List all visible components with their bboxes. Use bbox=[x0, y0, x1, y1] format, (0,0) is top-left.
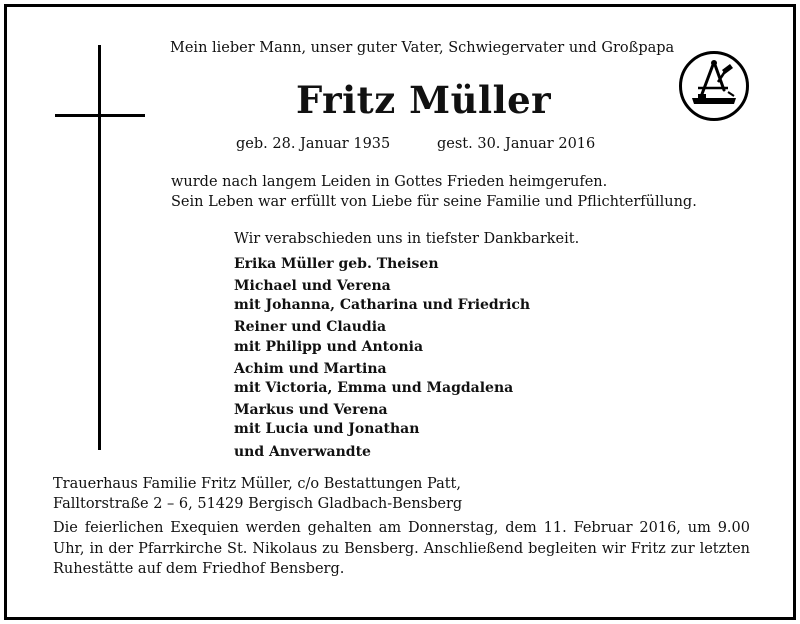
deceased-name: Fritz Müller bbox=[296, 78, 552, 122]
text-line: Sein Leben war erfüllt von Liebe für seine Familie und Pflichterfüllung. bbox=[171, 194, 697, 210]
mourner-line: Markus und Verena bbox=[234, 402, 388, 418]
cross-icon-vertical bbox=[98, 45, 101, 450]
mourner-line: Reiner und Claudia bbox=[234, 319, 387, 335]
mourner-line: Michael und Verena bbox=[234, 278, 391, 294]
intro-text: Mein lieber Mann, unser guter Vater, Schwiegervater und Großpapa bbox=[170, 40, 675, 56]
birth-date: geb. 28. Januar 1935 bbox=[236, 136, 391, 152]
death-date: gest. 30. Januar 2016 bbox=[437, 136, 596, 152]
cross-icon-horizontal bbox=[55, 114, 145, 117]
mourner-line: mit Philipp und Antonia bbox=[234, 339, 424, 355]
craftsman-tools-emblem-icon bbox=[678, 50, 750, 122]
farewell-text: Wir verabschieden uns in tiefster Dankbarkeit. bbox=[234, 231, 580, 247]
mourner-line: mit Johanna, Catharina und Friedrich bbox=[234, 297, 531, 313]
mourner-line: mit Victoria, Emma und Magdalena bbox=[234, 380, 514, 396]
ceremony-text: Die feierlichen Exequien werden gehalten am Donnerstag, dem 11. Februar 2016, um 9.00 Uhr, in der Pfarrkirche St. Nikolaus zu Bensberg. Anschließend begleiten wir Fritz zur letzten Ruhestätte auf dem Friedhof Bensberg. bbox=[53, 520, 750, 577]
address-line: Falltorstraße 2 – 6, 51429 Bergisch Gladbach-Bensberg bbox=[53, 496, 463, 512]
mourner-line: Erika Müller geb. Theisen bbox=[234, 256, 439, 272]
mourner-line: Achim und Martina bbox=[234, 361, 387, 377]
text-line: wurde nach langem Leiden in Gottes Frieden heimgerufen. bbox=[171, 174, 608, 190]
address-line: Trauerhaus Familie Fritz Müller, c/o Bestattungen Patt, bbox=[53, 476, 461, 492]
mourner-line: mit Lucia und Jonathan bbox=[234, 421, 420, 437]
mourner-line: und Anverwandte bbox=[234, 444, 371, 460]
